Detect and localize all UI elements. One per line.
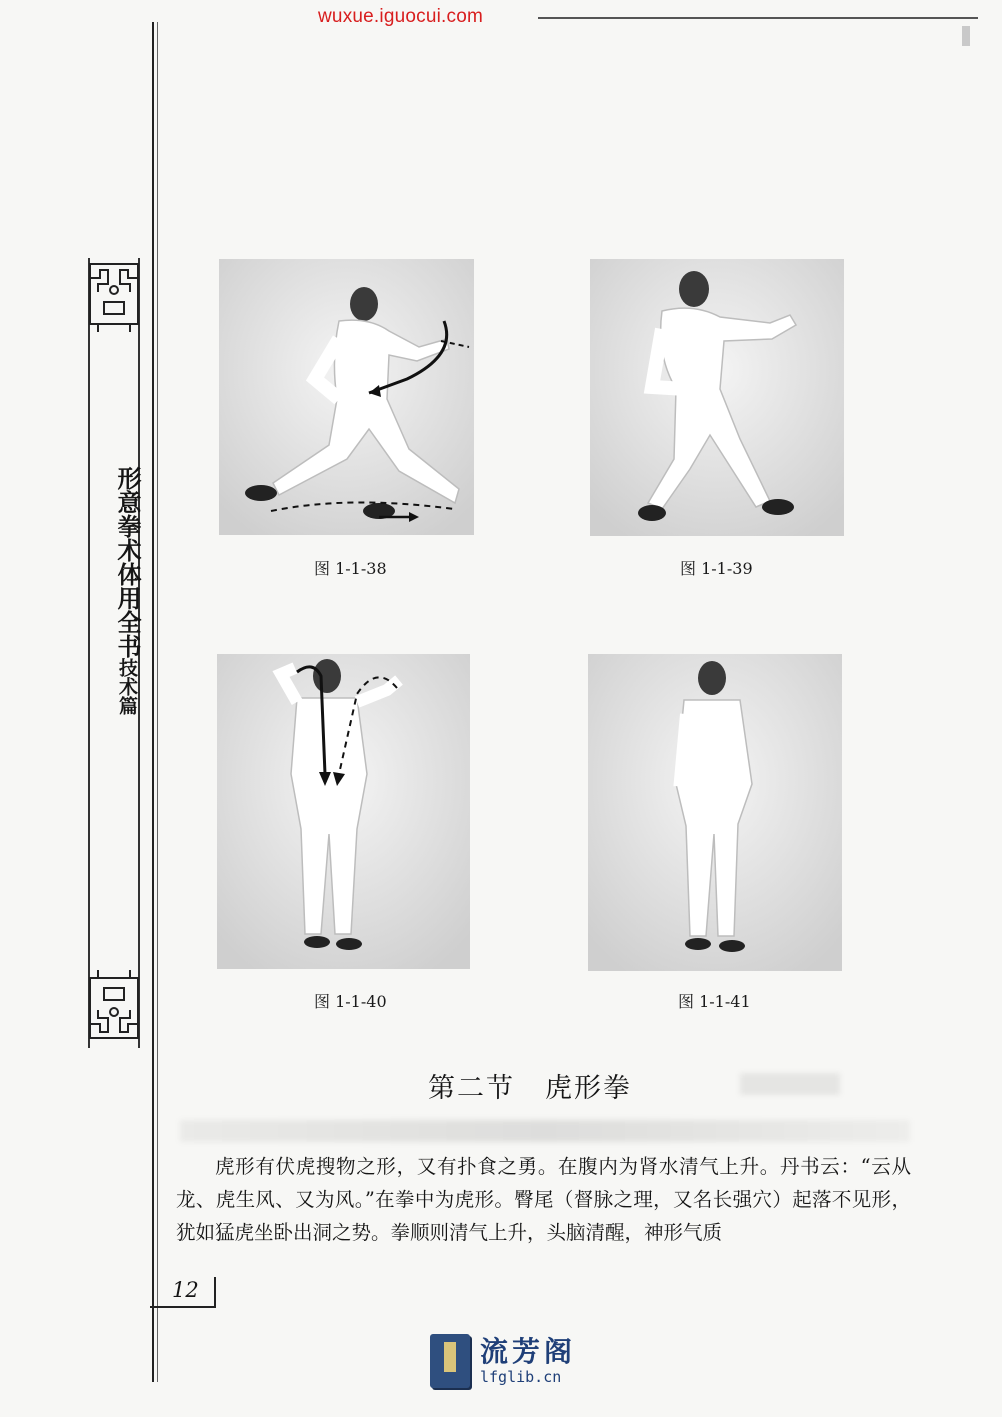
figure-caption: 图 1-1-40 (314, 992, 387, 1011)
figure-caption: 图 1-1-39 (680, 559, 753, 578)
page-number: 12 (172, 1278, 199, 1302)
book-title-main: 形意拳术体用全书 (113, 466, 142, 658)
martial-artist-lunge-image (219, 259, 474, 535)
logo-name: 流芳阁 (480, 1335, 577, 1368)
page-number-rule (214, 1277, 216, 1308)
footer-logo (428, 1330, 618, 1394)
body-paragraph: 虎形有伏虎搜物之形，又有扑食之勇。在腹内为肾水清气上升。丹书云：“云从龙、虎生风、又为风。”在拳中为虎形。臀尾（督脉之理，又名长强穴）起落不见形，犹如猛虎坐卧出洞之势。拳顺则清气上升，头脑清醒，神形气质 (176, 1155, 911, 1244)
ornament-bottom-icon (84, 964, 144, 1044)
watermark-url: wuxue.iguocui.com (318, 6, 483, 27)
header-rule (538, 17, 978, 19)
book-icon (430, 1334, 470, 1388)
martial-artist-arms-raised-image (217, 654, 470, 969)
book-title-part: 技术篇 (116, 658, 138, 715)
martial-artist-ready-stance-image (588, 654, 842, 971)
bleed-through-mark (180, 1120, 910, 1142)
margin-rule-left (152, 22, 154, 1382)
bleed-through-mark (740, 1073, 840, 1095)
margin-rule-right (157, 22, 158, 1382)
section-name: 虎形拳 (545, 1073, 632, 1104)
section-number: 第二节 (428, 1073, 515, 1104)
figure-caption: 图 1-1-38 (314, 559, 387, 578)
logo-url: lfglib.cn (480, 1368, 562, 1386)
corner-mark (962, 26, 970, 46)
photo-figure-1-1-41 (588, 654, 842, 971)
photo-figure-1-1-38 (219, 259, 474, 535)
ornament-top-icon (84, 258, 144, 338)
photo-figure-1-1-40 (217, 654, 470, 969)
section-heading (428, 1066, 632, 1105)
photo-figure-1-1-39 (590, 259, 844, 536)
page-number-rule (150, 1306, 216, 1308)
figure-caption: 图 1-1-41 (678, 992, 751, 1011)
book-title-vertical (84, 466, 144, 715)
martial-artist-push-image (590, 259, 844, 536)
